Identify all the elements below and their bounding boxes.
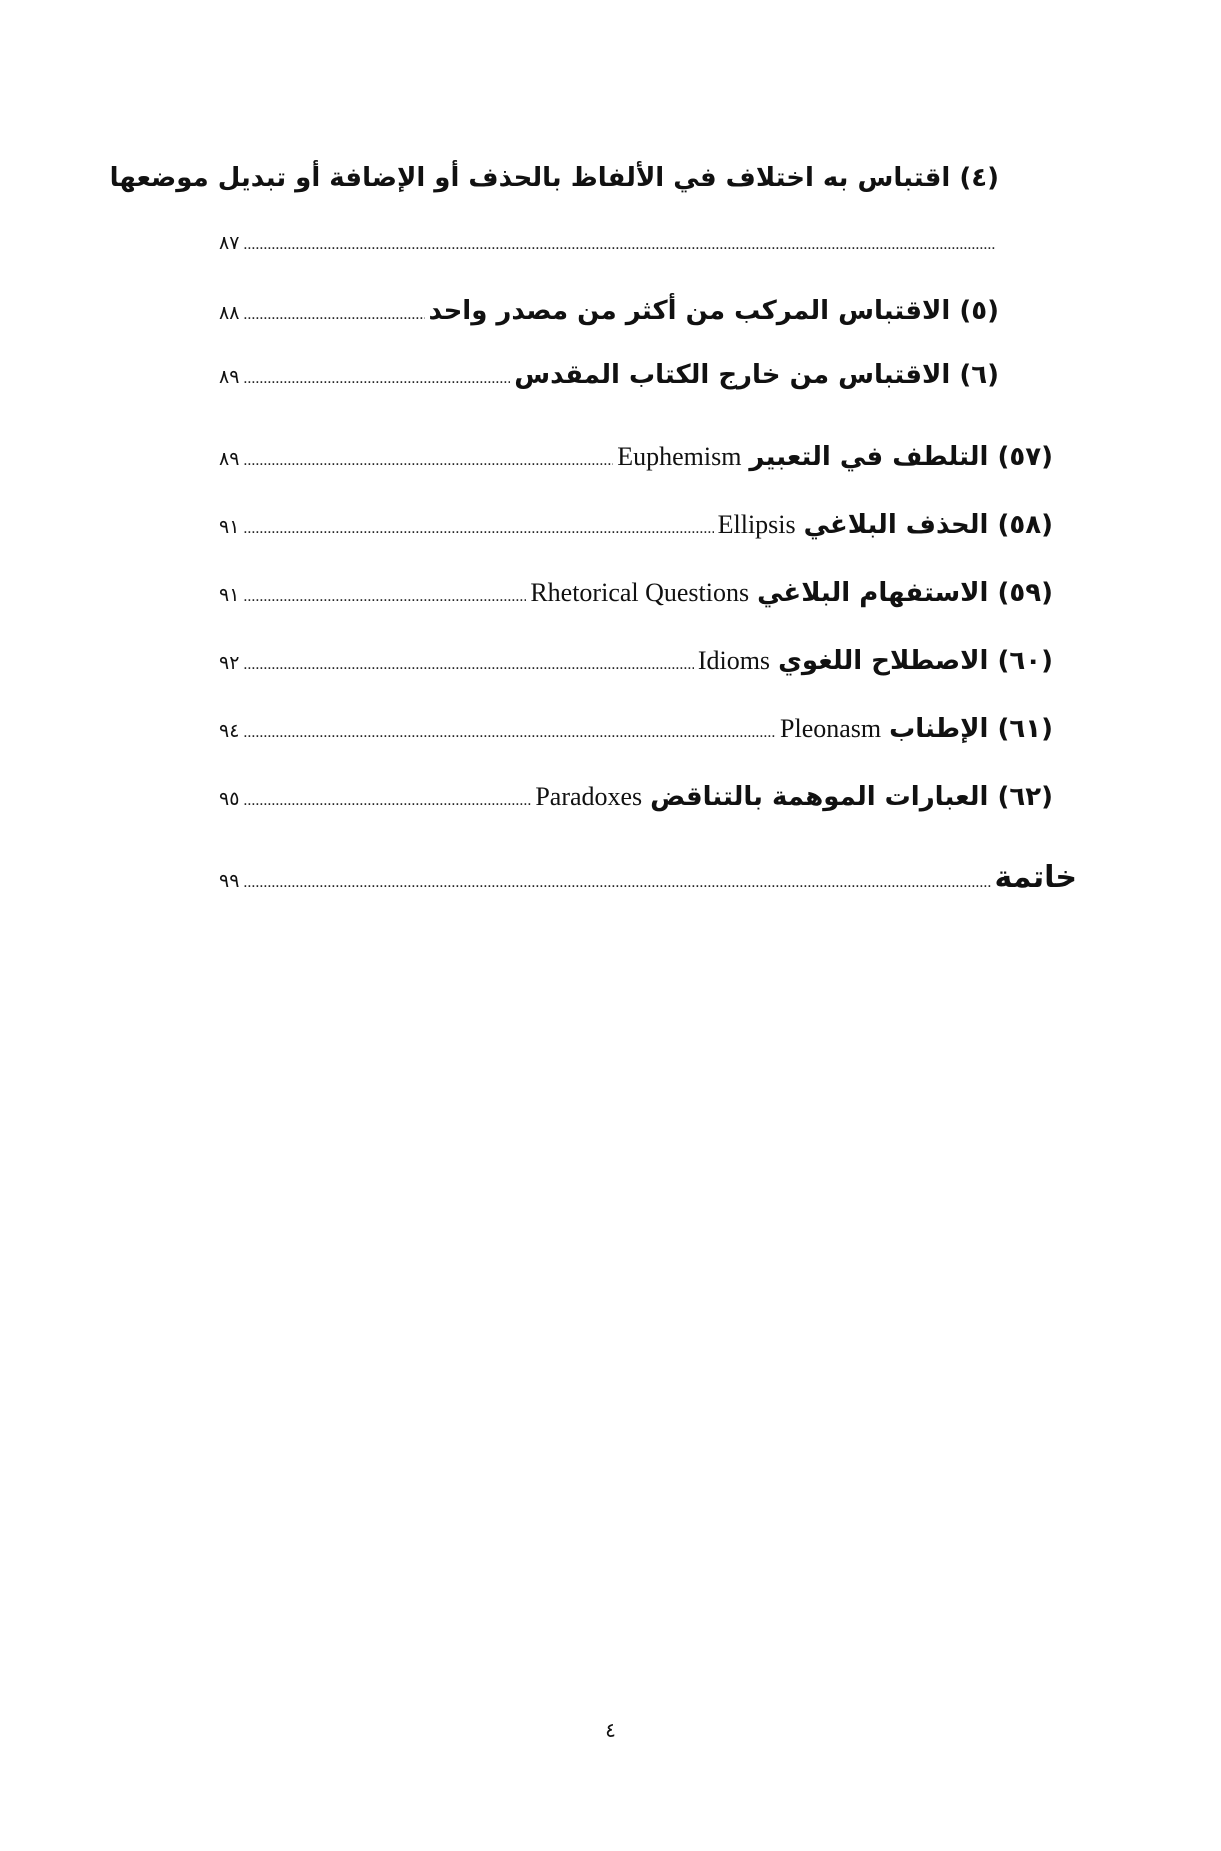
toc-entry-58-title: (٥٨) الحذف البلاغي — [803, 510, 1053, 540]
toc-entry-4-page: ٨٧ — [219, 232, 240, 254]
toc-entry-59-title: (٥٩) الاستفهام البلاغي — [757, 578, 1053, 608]
toc-entry-62-title: (٦٢) العبارات الموهمة بالتناقض — [650, 782, 1053, 812]
toc-entry-58-english: Ellipsis — [717, 510, 796, 539]
toc-entry-5-page: ٨٨ — [219, 302, 240, 324]
page-number: ٤ — [605, 1718, 616, 1742]
toc-entry-61-title: (٦١) الإطناب — [889, 714, 1053, 744]
toc-entry-62-page: ٩٥ — [219, 788, 240, 810]
toc-entry-62[interactable] — [219, 782, 1053, 812]
toc-entry-62-english: Paradoxes — [535, 782, 643, 811]
toc-entry-57[interactable] — [219, 442, 1053, 472]
toc-entry-60-title: (٦٠) الاصطلاح اللغوي — [778, 646, 1053, 676]
toc-entry-60-english: Idioms — [697, 646, 771, 675]
toc-entry-57-page: ٨٩ — [219, 448, 240, 470]
toc-entry-60-page: ٩٢ — [219, 652, 240, 674]
toc-entry-conclusion[interactable] — [219, 860, 1077, 895]
toc-entry-61-page: ٩٤ — [219, 720, 240, 742]
toc-entry-conclusion-title: خاتمة — [994, 860, 1077, 895]
toc-entry-4-title: (٤) اقتباس به اختلاف في الألفاظ بالحذف أو الإضافة أو تبديل موضعها — [109, 163, 999, 193]
toc-entry-6-leader — [243, 370, 510, 388]
toc-entry-5[interactable] — [219, 296, 999, 326]
toc-entry-4-dots-line[interactable] — [219, 232, 999, 254]
toc-entry-58[interactable] — [219, 510, 1053, 540]
toc-entry-4-title-line — [110, 163, 999, 193]
toc-entry-59-leader — [243, 588, 526, 606]
toc-entry-5-title: (٥) الاقتباس المركب من أكثر من مصدر واحد — [428, 296, 999, 326]
toc-entry-conclusion-page: ٩٩ — [219, 870, 240, 892]
toc-entry-57-leader — [243, 452, 613, 470]
toc-entry-62-leader — [243, 792, 531, 810]
toc-entry-6-page: ٨٩ — [219, 366, 240, 388]
toc-entry-58-page: ٩١ — [219, 516, 240, 538]
toc-entry-58-leader — [243, 520, 713, 538]
toc-entry-61-leader — [243, 724, 776, 742]
toc-entry-4-leader — [243, 236, 995, 254]
toc-entry-59-english: Rhetorical Questions — [530, 578, 750, 607]
toc-entry-6[interactable] — [219, 360, 999, 390]
toc-entry-60[interactable] — [219, 646, 1053, 676]
toc-entry-59-page: ٩١ — [219, 584, 240, 606]
toc-entry-57-english: Euphemism — [617, 442, 742, 471]
toc-entry-57-title: (٥٧) التلطف في التعبير — [749, 442, 1053, 472]
toc-entry-conclusion-leader — [243, 874, 990, 892]
toc-entry-6-title: (٦) الاقتباس من خارج الكتاب المقدس — [514, 360, 999, 390]
toc-entry-61[interactable] — [219, 714, 1053, 744]
toc-entry-60-leader — [243, 656, 693, 674]
toc-entry-61-english: Pleonasm — [780, 714, 882, 743]
toc-entry-59[interactable] — [219, 578, 1053, 608]
toc-entry-5-leader — [243, 306, 424, 324]
